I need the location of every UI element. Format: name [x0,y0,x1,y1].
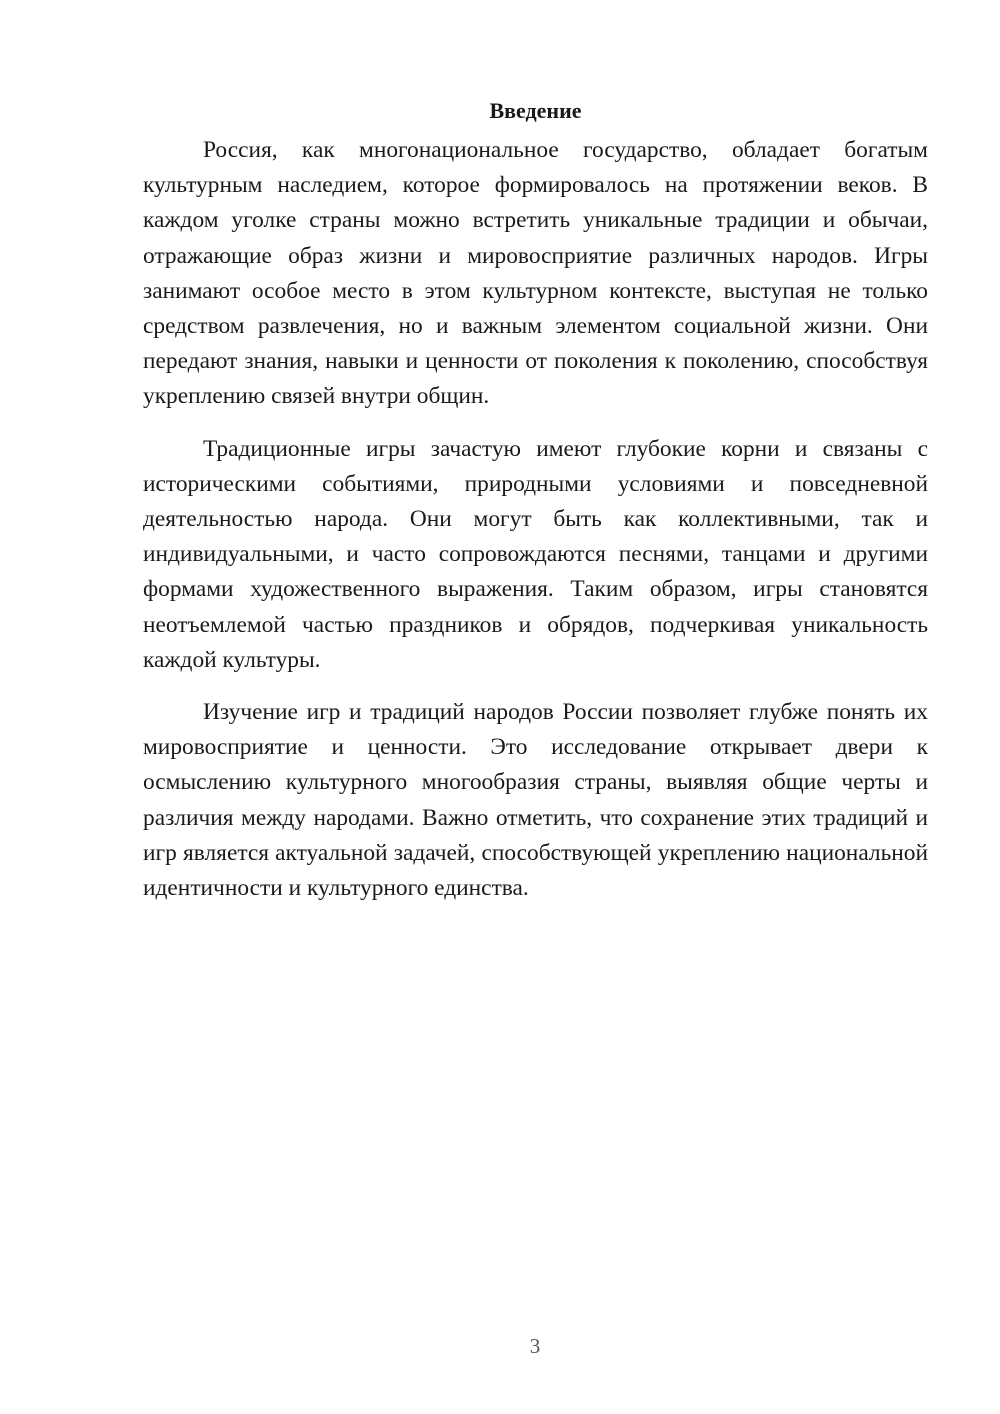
paragraph-3: Изучение игр и традиций народов России позволяет глубже понять их мировосприятие и ценности. Это исследование открывает двери к осмыслению культурного многообразия страны, выявляя общие черты и различия между народами. Важно отметить, что сохранение этих традиций и игр является актуальной задачей, способствующей укреплению национальной идентичности и культурного единства. [143,699,928,902]
page-content [143,96,928,923]
section-title: Введение [489,98,582,123]
paragraph-2: Традиционные игры зачастую имеют глубокие корни и связаны с историческими событиями, природными условиями и повседневной деятельностью народа. Они могут быть как коллективными, так и индивидуальными, и часто сопровождаются песнями, танцами и другими формами художественного выражения. Таким образом, игры становятся неотъемлемой частью праздников и обрядов, подчеркивая уникальность каждой культуры. [143,435,928,673]
paragraph-1: Россия, как многонациональное государство, обладает богатым культурным наследием, которое формировалось на протяжении веков. В каждом уголке страны можно встретить уникальные традиции и обычаи, отражающие образ жизни и мировосприятие различных народов. Игры занимают особое место в этом культурном контексте, выступая не только средством развлечения, но и важным элементом социальной жизни. Они передают знания, навыки и ценности от поколения к поколению, способствуя укреплению связей внутри общин. [143,137,928,410]
page-number: 3 [529,1334,541,1358]
